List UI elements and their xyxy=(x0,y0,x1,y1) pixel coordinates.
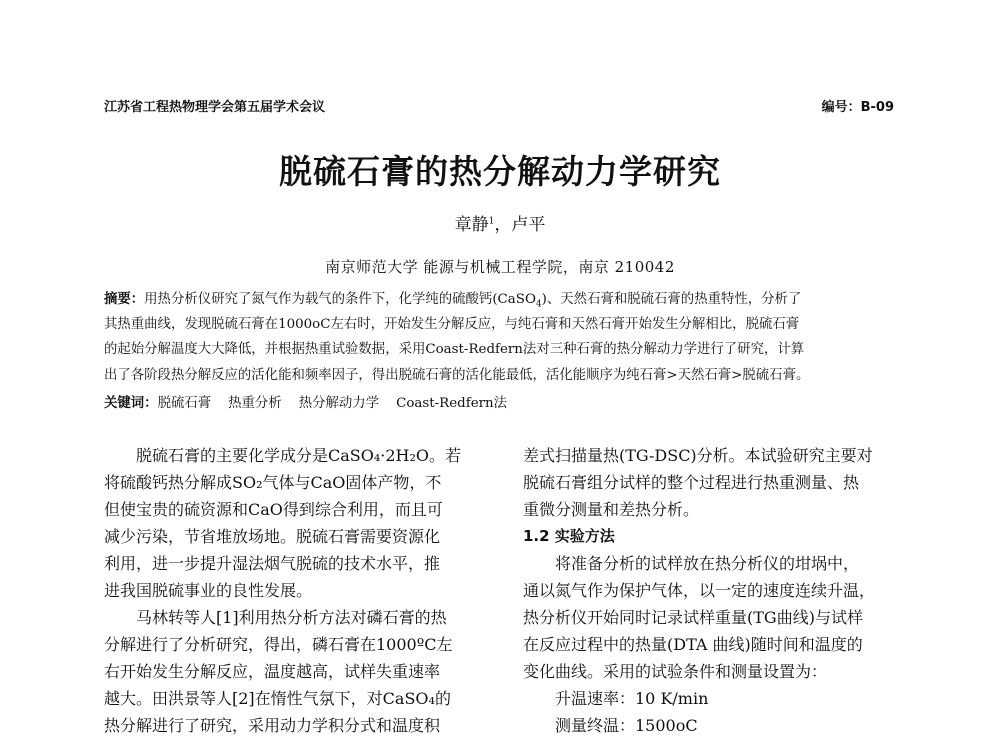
left-line: 但使宝贵的硫资源和CaO得到综合利用，而且可 xyxy=(104,500,443,519)
left-line: 利用，进一步提升湿法烟气脱硫的技术水平，推 xyxy=(104,554,441,573)
keywords xyxy=(104,392,507,411)
left-line: 热分解进行了研究，采用动力学积分式和温度积 xyxy=(104,716,441,735)
right-line: 重微分测量和差热分析。 xyxy=(523,500,700,519)
abstract-sub: 4 xyxy=(535,299,542,310)
keywords-label: 关键词： xyxy=(104,396,158,411)
right-line: 变化曲线。采用的试验条件和测量设置为： xyxy=(523,662,828,681)
section-heading: 1.2 实验方法 xyxy=(523,527,615,545)
right-line: 升温速率：10 K/min xyxy=(523,689,709,708)
abstract-line-2: 其热重曲线，发现脱硫石膏在1000oC左右时，开始发生分解反应，与纯石膏和天然石膏开始发生分解相比，脱硫石膏 xyxy=(104,317,800,332)
abstract-text-1a: 用热分析仪研究了氮气作为载气的条件下，化学纯的硫酸钙(CaSO xyxy=(144,292,536,307)
left-line: 越大。田洪景等人[2]在惰性气氛下，对CaSO₄的 xyxy=(104,689,451,708)
left-line: 脱硫石膏的主要化学成分是CaSO₄·2H₂O。若 xyxy=(104,446,462,465)
abstract-text-1b: )、天然石膏和脱硫石膏的热重特性，分析了 xyxy=(541,292,802,307)
left-line: 右开始发生分解反应，温度越高，试样失重速率 xyxy=(104,662,441,681)
abstract-label: 摘要： xyxy=(104,292,145,307)
right-line: 差式扫描量热(TG-DSC)分析。本试验研究主要对 xyxy=(523,446,873,465)
right-line: 将准备分析的试样放在热分析仪的坩埚中， xyxy=(523,554,860,573)
abstract-line-3: 的起始分解温度大大降低，并根据热重试验数据，采用Coast-Redfern法对三种石膏的热分解动力学进行了研究，计算 xyxy=(104,342,805,357)
left-line: 进我国脱硫事业的良性发展。 xyxy=(104,581,313,600)
affiliation: 南京师范大学 能源与机械工程学院，南京 210042 xyxy=(325,258,675,276)
author-separator: ， xyxy=(494,215,512,235)
right-line: 通以氮气作为保护气体，以一定的速度连续升温， xyxy=(523,581,876,600)
right-line: 在反应过程中的热量(DTA 曲线)随时间和温度的 xyxy=(523,635,863,654)
left-line: 减少污染，节省堆放场地。脱硫石膏需要资源化 xyxy=(104,527,441,546)
left-line: 分解进行了分析研究，得出，磷石膏在1000ºC左 xyxy=(104,635,453,654)
right-line: 测量终温：1500oC xyxy=(523,716,698,735)
right-line: 脱硫石膏组分试样的整个过程进行热重测量、热 xyxy=(523,473,860,492)
paper-title: 脱硫石膏的热分解动力学研究 xyxy=(279,152,721,191)
left-line: 将硫酸钙热分解成SO₂气体与CaO固体产物，不 xyxy=(104,473,442,492)
keywords-items: 脱硫石膏 热重分析 热分解动力学 Coast-Redfern法 xyxy=(157,396,508,411)
paper-code: 编号：B-09 xyxy=(821,100,894,115)
conference-header: 江苏省工程热物理学会第五届学术会议 xyxy=(104,100,326,115)
authors xyxy=(0,210,1000,235)
author-1: 章静 xyxy=(454,215,489,235)
left-line: 马林转等人[1]利用热分析方法对磷石膏的热 xyxy=(104,608,447,627)
author-2: 卢平 xyxy=(511,215,546,235)
abstract-line-4: 出了各阶段热分解反应的活化能和频率因子，得出脱硫石膏的活化能最低，活化能顺序为纯石膏>天然石膏>脱硫石膏。 xyxy=(104,368,810,383)
right-line: 热分析仪开始同时记录试样重量(TG曲线)与试样 xyxy=(523,608,863,627)
author-1-affil-mark: 1 xyxy=(488,216,495,227)
abstract-line-1 xyxy=(104,288,801,310)
